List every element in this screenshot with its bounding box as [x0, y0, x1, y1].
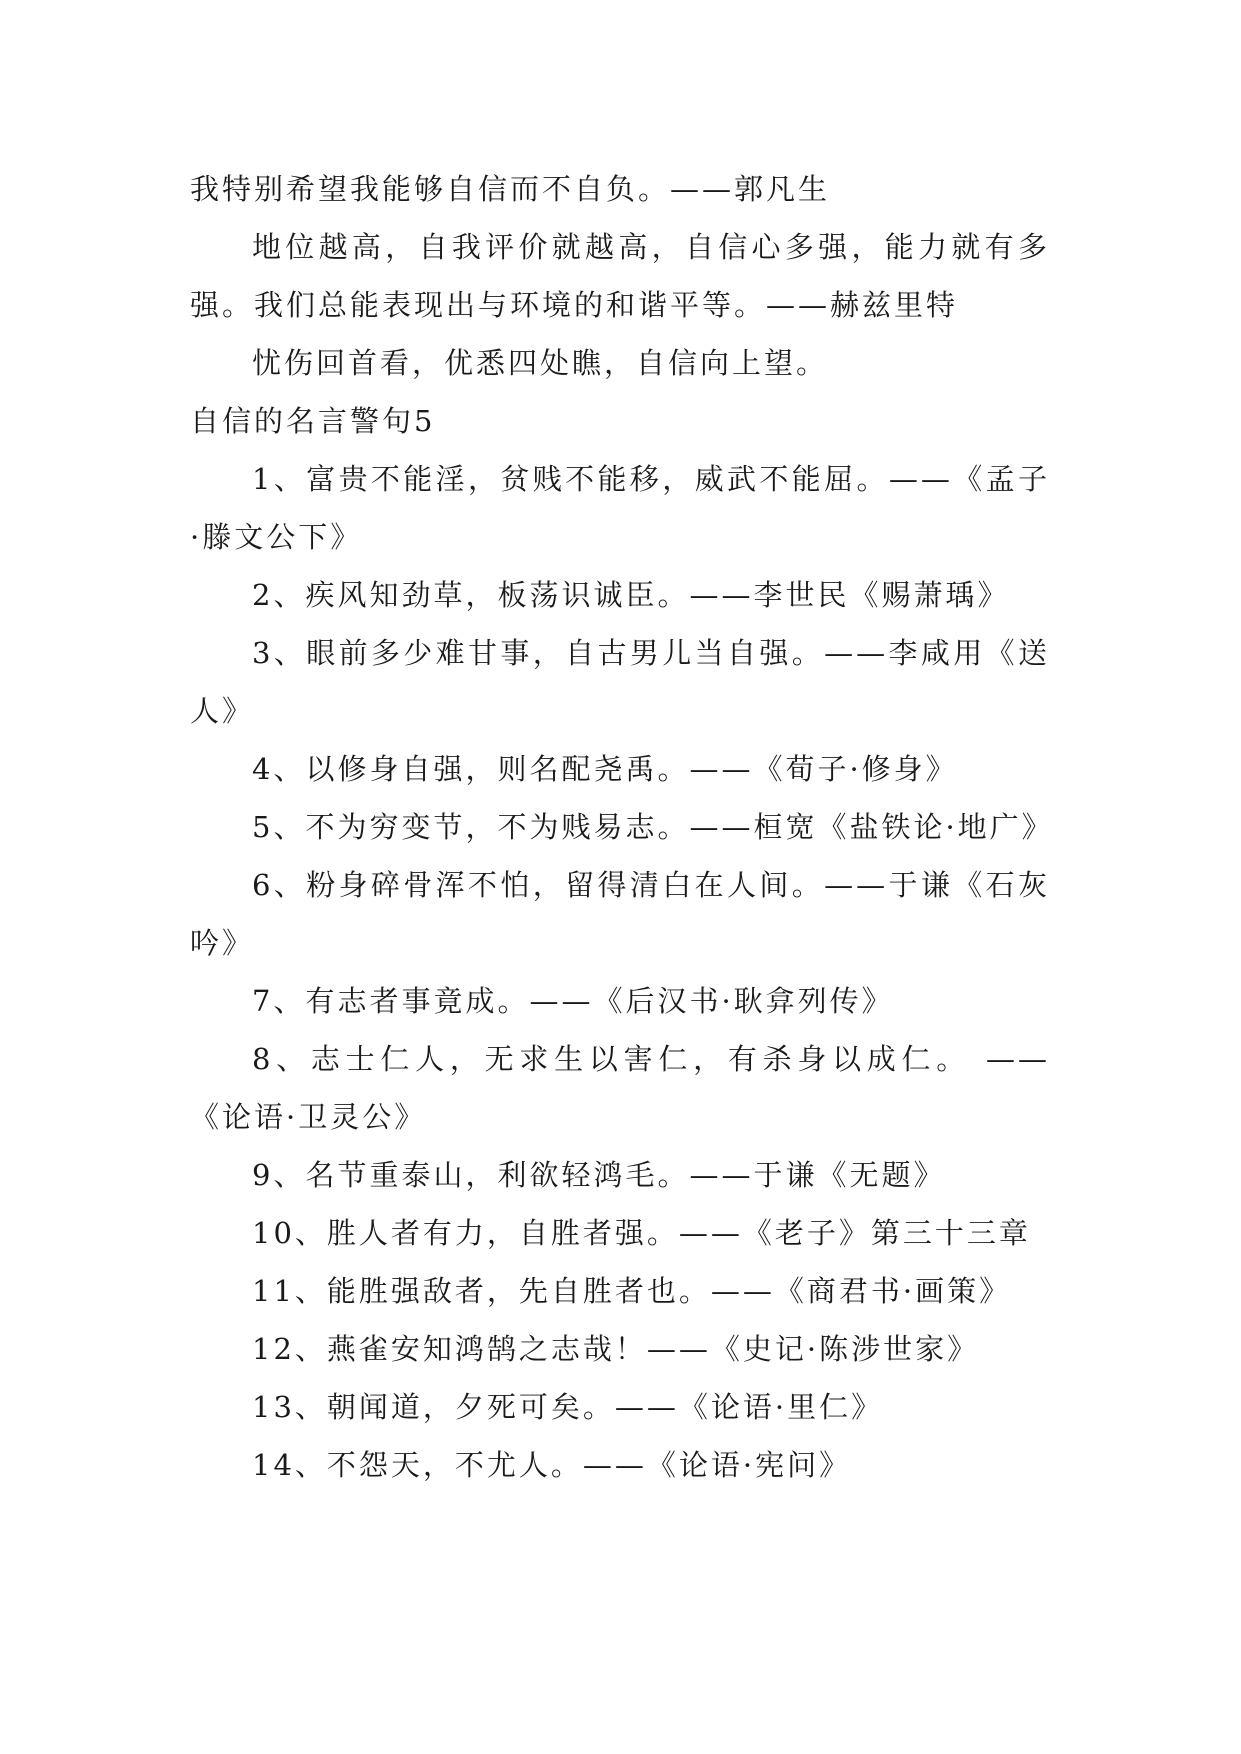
paragraph: 我特别希望我能够自信而不自负。——郭凡生	[190, 172, 831, 206]
quote-item: 5、不为穷变节，不为贱易志。——桓宽《盐铁论·地广》	[252, 810, 1054, 844]
quote-item: 8、志士仁人，无求生以害仁，有杀身以成仁。 ——《论语·卫灵公》	[190, 1042, 1050, 1134]
quote-item: 7、有志者事竟成。——《后汉书·耿弇列传》	[252, 984, 894, 1018]
quote-item: 2、疾风知劲草，板荡识诚臣。——李世民《赐萧瑀》	[252, 578, 1010, 612]
quote-item: 6、粉身碎骨浑不怕，留得清白在人间。——于谦《石灰吟》	[190, 868, 1050, 960]
quote-item: 3、眼前多少难甘事，自古男儿当自强。——李咸用《送人》	[190, 636, 1050, 728]
paragraph: 忧伤回首看，优悉四处瞧，自信向上望。	[252, 346, 829, 380]
document-body	[190, 160, 1054, 1494]
quote-item: 9、名节重泰山，利欲轻鸿毛。——于谦《无题》	[252, 1158, 946, 1192]
quote-item: 10、胜人者有力，自胜者强。——《老子》第三十三章	[252, 1216, 1031, 1250]
quote-item: 14、不怨天，不尤人。——《论语·宪问》	[252, 1448, 852, 1482]
paragraph: 地位越高，自我评价就越高，自信心多强，能力就有多强。我们总能表现出与环境的和谐平等。——赫兹里特	[190, 230, 1050, 322]
quote-item: 12、燕雀安知鸿鹄之志哉！——《史记·陈涉世家》	[252, 1332, 980, 1366]
quote-item: 4、以修身自强，则名配尧禹。——《荀子·修身》	[252, 752, 958, 786]
section-title: 自信的名言警句5	[190, 404, 436, 438]
quote-item: 11、能胜强敌者，先自胜者也。——《商君书·画策》	[252, 1274, 1012, 1308]
quote-item: 1、富贵不能淫，贫贱不能移，威武不能屈。——《孟子·滕文公下》	[190, 462, 1050, 554]
quote-item: 13、朝闻道，夕死可矣。——《论语·里仁》	[252, 1390, 884, 1424]
